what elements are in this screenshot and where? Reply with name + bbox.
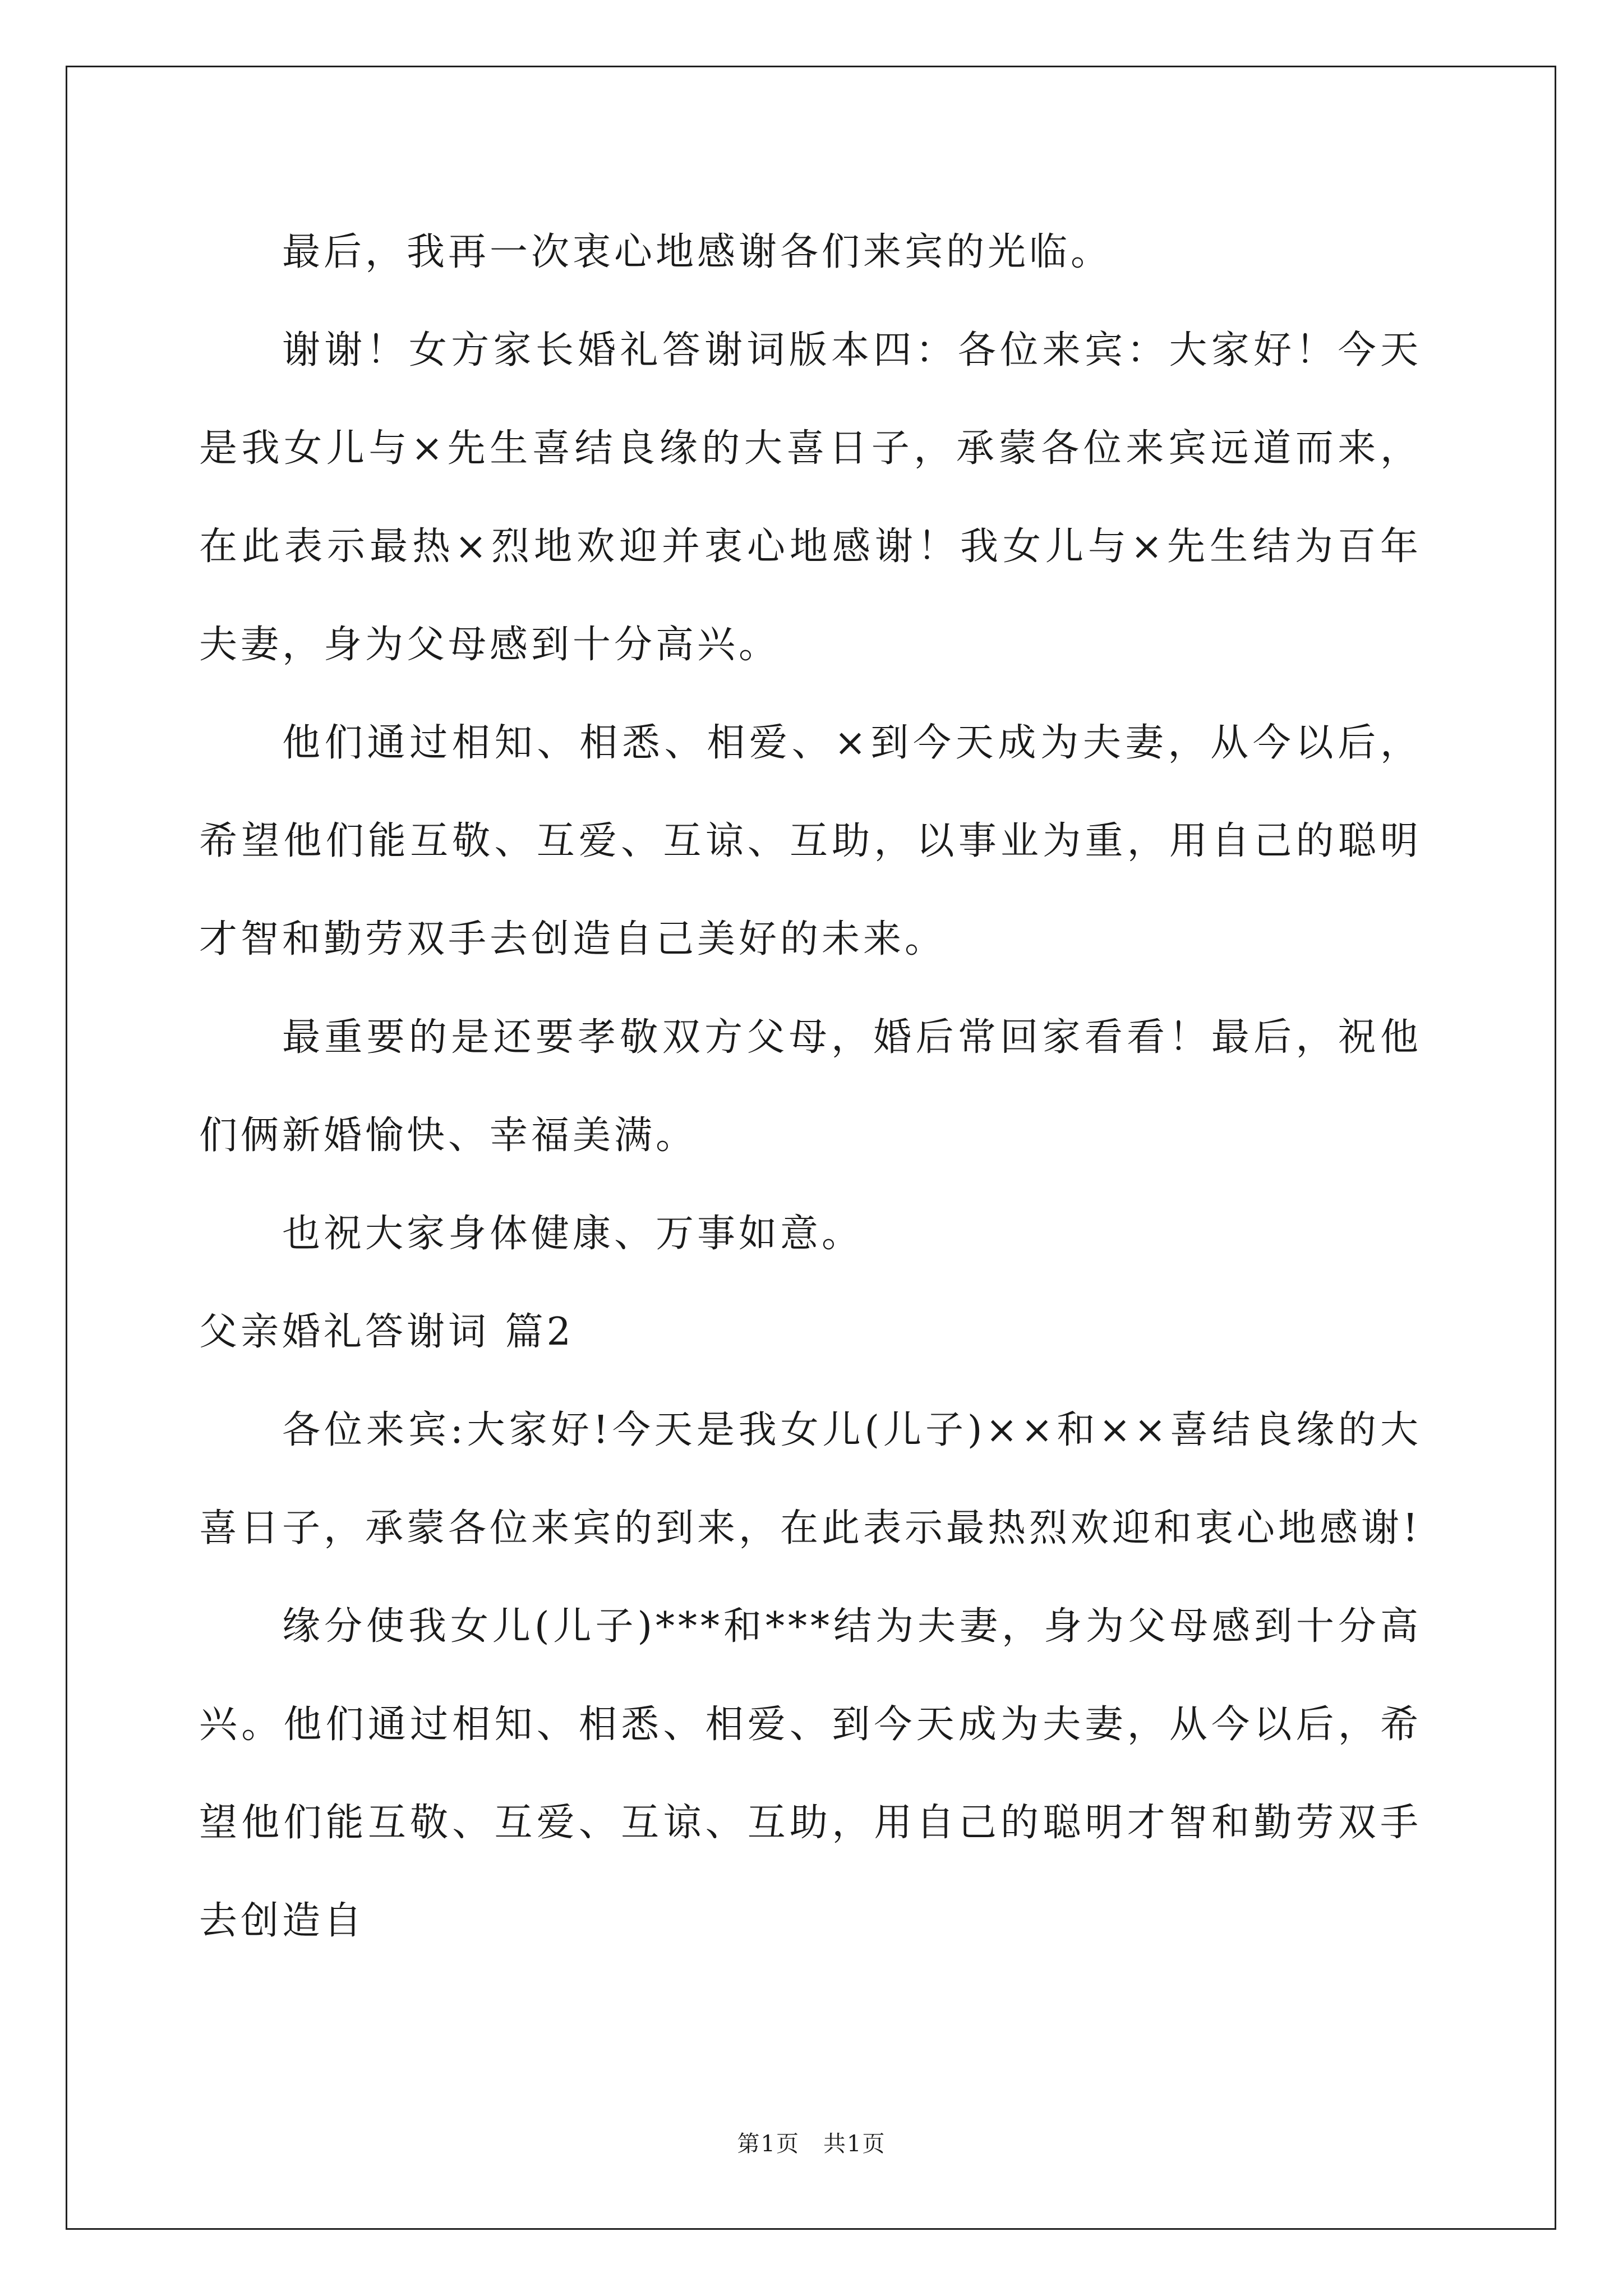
document-body	[199, 203, 1422, 1970]
page-footer: 第1页 共1页	[737, 2131, 886, 2157]
paragraph-greeting: 各位来宾:大家好!今天是我女儿(儿子)××和××喜结良缘的大喜日子，承蒙各位来宾的到来，在此表示最热烈欢迎和衷心地感谢!	[199, 1408, 1422, 1550]
section-heading: 父亲婚礼答谢词 篇2	[199, 1310, 574, 1354]
paragraph-wishes: 他们通过相知、相悉、相爱、×到今天成为夫妻，从今以后，希望他们能互敬、互爱、互谅、互助，以事业为重，用自己的聪明才智和勤劳双手去创造自己美好的未来。	[199, 721, 1422, 961]
paragraph-filial: 最重要的是还要孝敬双方父母，婚后常回家看看！最后，祝他们俩新婚愉快、幸福美满。	[199, 1015, 1422, 1158]
paragraph-blessing: 也祝大家身体健康、万事如意。	[282, 1212, 864, 1256]
paragraph-closing-thanks: 最后，我再一次衷心地感谢各们来宾的光临。	[282, 230, 1113, 274]
paragraph-version-four: 谢谢！女方家长婚礼答谢词版本四：各位来宾：大家好！今天是我女儿与×先生喜结良缘的大喜日子，承蒙各位来宾远道而来，在此表示最热×烈地欢迎并衷心地感谢！我女儿与×先生结为百年夫妻，身为父母感到十分高兴。	[199, 328, 1422, 667]
paragraph-fate: 缘分使我女儿(儿子)***和***结为夫妻，身为父母感到十分高兴。他们通过相知、相悉、相爱、到今天成为夫妻，从今以后，希望他们能互敬、互爱、互谅、互助，用自己的聪明才智和勤劳双手去创造自	[199, 1604, 1422, 1943]
